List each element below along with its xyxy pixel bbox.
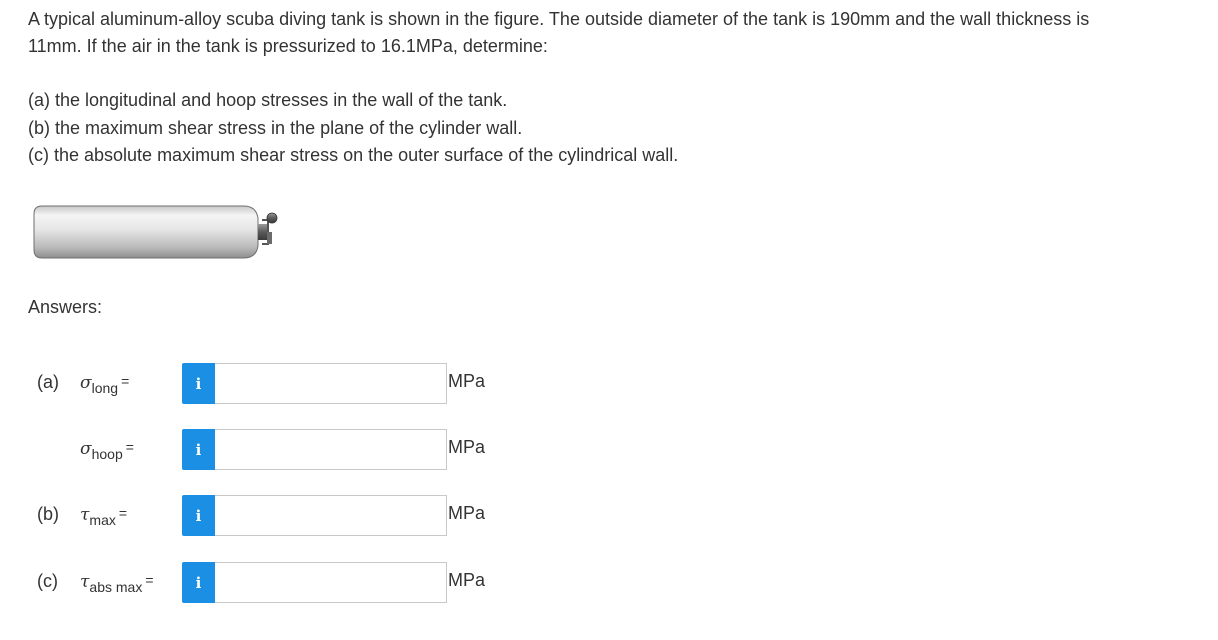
tau-max-label: [80, 505, 127, 528]
problem-statement: [28, 6, 1198, 60]
part-label-c: (c): [37, 571, 58, 591]
unit-label: MPa: [448, 371, 486, 391]
equals-sign: =: [118, 505, 128, 521]
answer-row-tau-abs-max: [0, 562, 600, 604]
info-button[interactable]: i: [182, 429, 215, 470]
part-b-text: (b) the maximum shear stress in the plane of the cylinder wall.: [28, 117, 523, 138]
symbol-glyph: τ: [80, 505, 90, 525]
problem-parts-list: [28, 87, 678, 170]
unit-label: MPa: [448, 570, 486, 590]
answers-heading: Answers:: [28, 297, 103, 317]
symbol-glyph: τ: [80, 572, 90, 592]
symbol-subscript: max: [89, 512, 116, 528]
sigma-hoop-input[interactable]: [215, 429, 447, 470]
sigma-long-label: [80, 373, 129, 396]
part-c-text: (c) the absolute maximum shear stress on the outer surface of the cylindrical wall.: [28, 145, 679, 165]
equals-sign: =: [145, 572, 154, 588]
symbol-subscript: abs max: [89, 579, 143, 595]
tau-max-input[interactable]: [215, 495, 447, 536]
info-button[interactable]: i: [182, 363, 215, 404]
tau-abs-max-label: [80, 572, 154, 595]
symbol-subscript: hoop: [91, 446, 123, 462]
answer-row-sigma-hoop: [0, 429, 600, 471]
scuba-tank-image: [30, 200, 280, 266]
symbol-glyph: σ: [80, 373, 92, 393]
part-label-b: (b): [37, 504, 59, 524]
info-button[interactable]: i: [182, 562, 215, 603]
answer-row-tau-max: [0, 495, 600, 537]
part-a-text: (a) the longitudinal and hoop stresses in the wall of the tank.: [28, 90, 508, 110]
symbol-subscript: long: [91, 380, 119, 396]
sigma-hoop-label: [80, 439, 134, 462]
tau-abs-max-input[interactable]: [215, 562, 447, 603]
equals-sign: =: [121, 373, 130, 389]
equals-sign: =: [125, 439, 134, 455]
problem-text-line-2: 11mm. If the air in the tank is pressurized to 16.1MPa, determine:: [28, 36, 548, 56]
info-button[interactable]: i: [182, 495, 215, 536]
unit-label: MPa: [448, 437, 486, 457]
unit-label: MPa: [448, 503, 486, 523]
part-label-a: (a): [37, 372, 59, 392]
answer-row-sigma-long: [0, 363, 600, 405]
symbol-glyph: σ: [80, 439, 92, 459]
problem-text-line-1: A typical aluminum-alloy scuba diving tank is shown in the figure. The outside diameter of the tank is 190mm and the wall thickness is: [28, 9, 1090, 29]
sigma-long-input[interactable]: [215, 363, 447, 404]
